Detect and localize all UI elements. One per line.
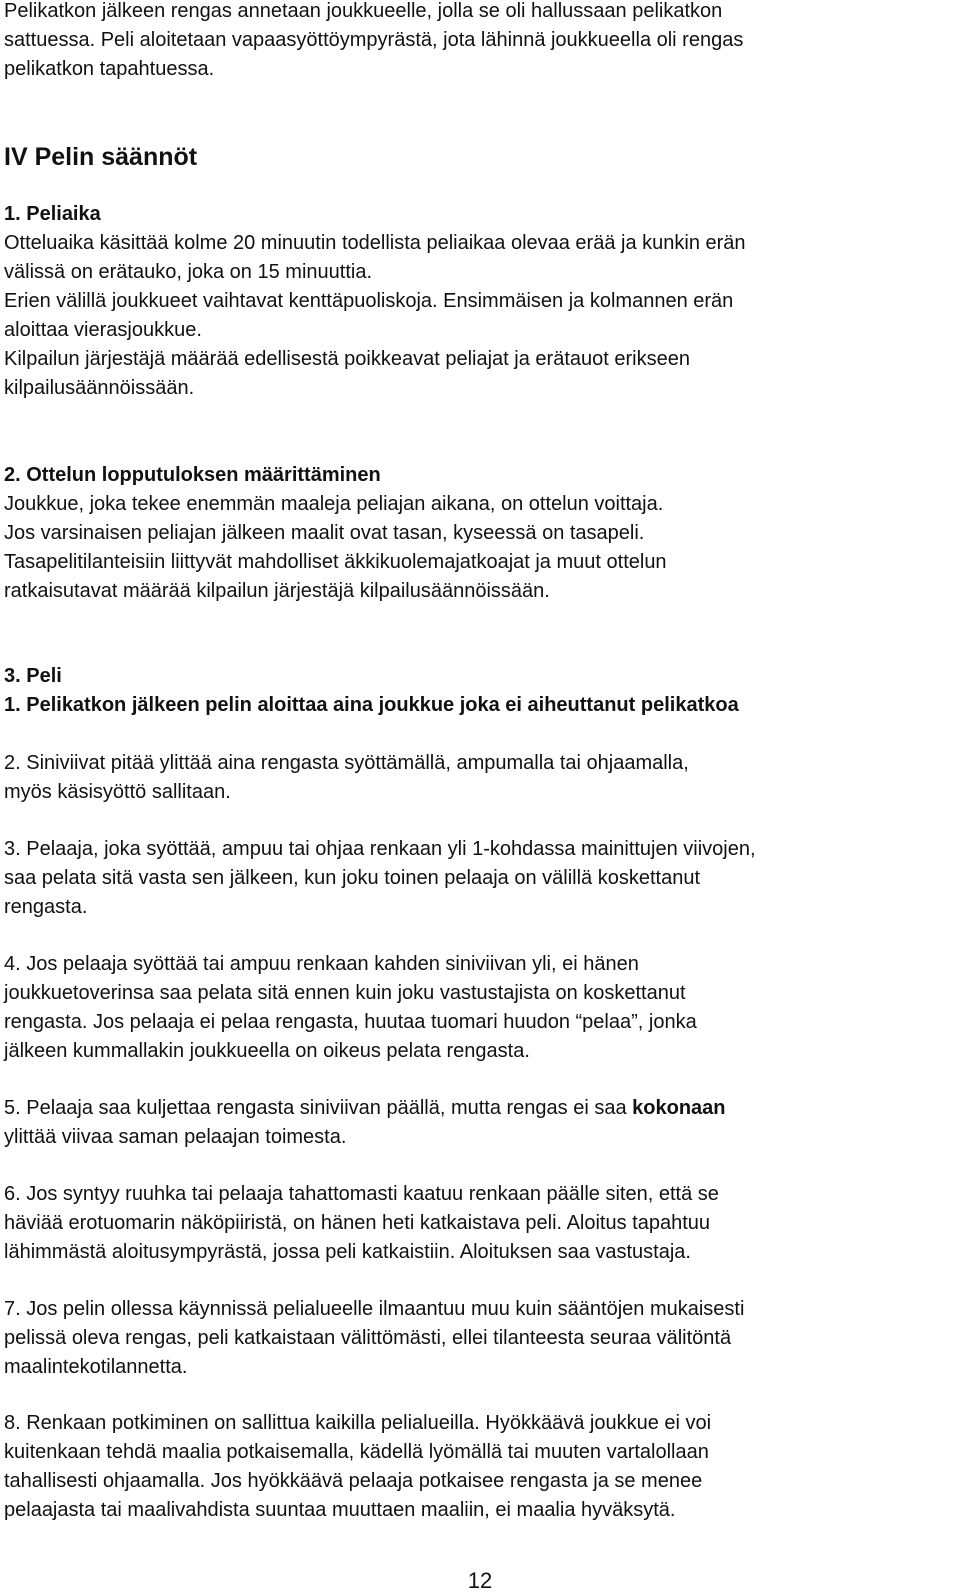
paragraph-line: välissä on erätauko, joka on 15 minuuttia.: [4, 261, 372, 283]
paragraph-line: 3. Pelaaja, joka syöttää, ampuu tai ohjaa renkaan yli 1-kohdassa mainittujen viivojen,: [4, 838, 756, 860]
paragraph-line: ylittää viivaa saman pelaajan toimesta.: [4, 1126, 347, 1148]
rule-5-text: 5. Pelaaja saa kuljettaa rengasta siniviivan päällä, mutta rengas ei saa: [4, 1097, 633, 1119]
paragraph-line: lähimmästä aloitusympyrästä, jossa peli katkaistiin. Aloituksen saa vastustaja.: [4, 1241, 691, 1263]
paragraph-line: häviää erotuomarin näköpiiristä, on hänen heti katkaistava peli. Aloitus tapahtuu: [4, 1212, 711, 1234]
paragraph-line: rengasta. Jos pelaaja ei pelaa rengasta, huutaa tuomari huudon “pelaa”, jonka: [4, 1011, 697, 1033]
rule-6: [4, 1180, 719, 1267]
paragraph-line: maalintekotilannetta.: [4, 1356, 188, 1378]
rule-4: [4, 950, 697, 1066]
section-lopputulos: [4, 461, 667, 606]
paragraph-line: 6. Jos syntyy ruuhka tai pelaaja tahattomasti kaatuu renkaan päälle siten, että se: [4, 1183, 719, 1205]
paragraph-line: Jos varsinaisen peliajan jälkeen maalit ovat tasan, kyseessä on tasapeli.: [4, 522, 645, 544]
section-peliaika: [4, 200, 746, 403]
paragraph-line: [4, 1094, 726, 1123]
rule-3: [4, 835, 756, 922]
chapter-title: IV Pelin säännöt: [4, 143, 198, 171]
paragraph-line: Otteluaika käsittää kolme 20 minuutin todellista peliaikaa olevaa erää ja kunkin erän: [4, 232, 746, 254]
section-peli: [4, 662, 739, 720]
paragraph-line: 2. Siniviivat pitää ylittää aina rengasta syöttämällä, ampumalla tai ohjaamalla,: [4, 752, 689, 774]
rule-2: [4, 749, 689, 807]
rule-8: [4, 1409, 711, 1525]
rule-1: 1. Pelikatkon jälkeen pelin aloittaa aina joukkue joka ei aiheuttanut pelikatkoa: [4, 694, 739, 716]
paragraph-line: 4. Jos pelaaja syöttää tai ampuu renkaan kahden siniviivan yli, ei hänen: [4, 953, 639, 975]
paragraph-line: Joukkue, joka tekee enemmän maaleja peliajan aikana, on ottelun voittaja.: [4, 493, 664, 515]
paragraph-line: tahallisesti ohjaamalla. Jos hyökkäävä pelaaja potkaisee rengasta ja se menee: [4, 1470, 703, 1492]
paragraph-line: ratkaisutavat määrää kilpailun järjestäjä kilpailusäännöissään.: [4, 580, 550, 602]
intro-line-1: Pelikatkon jälkeen rengas annetaan joukkueelle, jolla se oli hallussaan pelikatkon: [4, 0, 723, 22]
paragraph-line: saa pelata sitä vasta sen jälkeen, kun joku toinen pelaaja on välillä koskettanut: [4, 867, 701, 889]
paragraph-line: 7. Jos pelin ollessa käynnissä pelialueelle ilmaantuu muu kuin sääntöjen mukaisesti: [4, 1298, 745, 1320]
page-number: 12: [467, 1568, 493, 1593]
rule-7: [4, 1295, 744, 1382]
paragraph-line: Tasapelitilanteisiin liittyvät mahdolliset äkkikuolemajatkoajat ja muut ottelun: [4, 551, 667, 573]
paragraph-line: kilpailusäännöissään.: [4, 377, 195, 399]
paragraph-line: jälkeen kummallakin joukkueella on oikeus pelata rengasta.: [4, 1040, 530, 1062]
intro-line-3: pelikatkon tapahtuessa.: [4, 58, 215, 80]
emphasis-kokonaan: kokonaan: [632, 1097, 726, 1119]
paragraph-line: joukkuetoverinsa saa pelata sitä ennen kuin joku vastustajista on koskettanut: [4, 982, 686, 1004]
intro-line-2: sattuessa. Peli aloitetaan vapaasyöttöympyrästä, jota lähinnä joukkueella oli rengas: [4, 29, 744, 51]
paragraph-line: pelaajasta tai maalivahdista suuntaa muuttaen maaliin, ei maalia hyväksytä.: [4, 1499, 676, 1521]
paragraph-line: Kilpailun järjestäjä määrää edellisestä poikkeavat peliajat ja erätauot erikseen: [4, 348, 690, 370]
rule-5: [4, 1094, 726, 1152]
paragraph-line: aloittaa vierasjoukkue.: [4, 319, 202, 341]
paragraph-line: rengasta.: [4, 896, 88, 918]
section-heading: 2. Ottelun lopputuloksen määrittäminen: [4, 464, 381, 486]
section-heading: 3. Peli: [4, 665, 62, 687]
section-heading: 1. Peliaika: [4, 203, 101, 225]
paragraph-line: kuitenkaan tehdä maalia potkaisemalla, kädellä lyömällä tai muuten vartalollaan: [4, 1441, 709, 1463]
paragraph-line: 8. Renkaan potkiminen on sallittua kaikilla pelialueilla. Hyökkäävä joukkue ei voi: [4, 1412, 712, 1434]
paragraph-line: Erien välillä joukkueet vaihtavat kenttäpuoliskoja. Ensimmäisen ja kolmannen erän: [4, 290, 734, 312]
intro-paragraph: [4, 0, 743, 84]
paragraph-line: myös käsisyöttö sallitaan.: [4, 781, 231, 803]
paragraph-line: pelissä oleva rengas, peli katkaistaan välittömästi, ellei tilanteesta seuraa välitöntä: [4, 1327, 732, 1349]
